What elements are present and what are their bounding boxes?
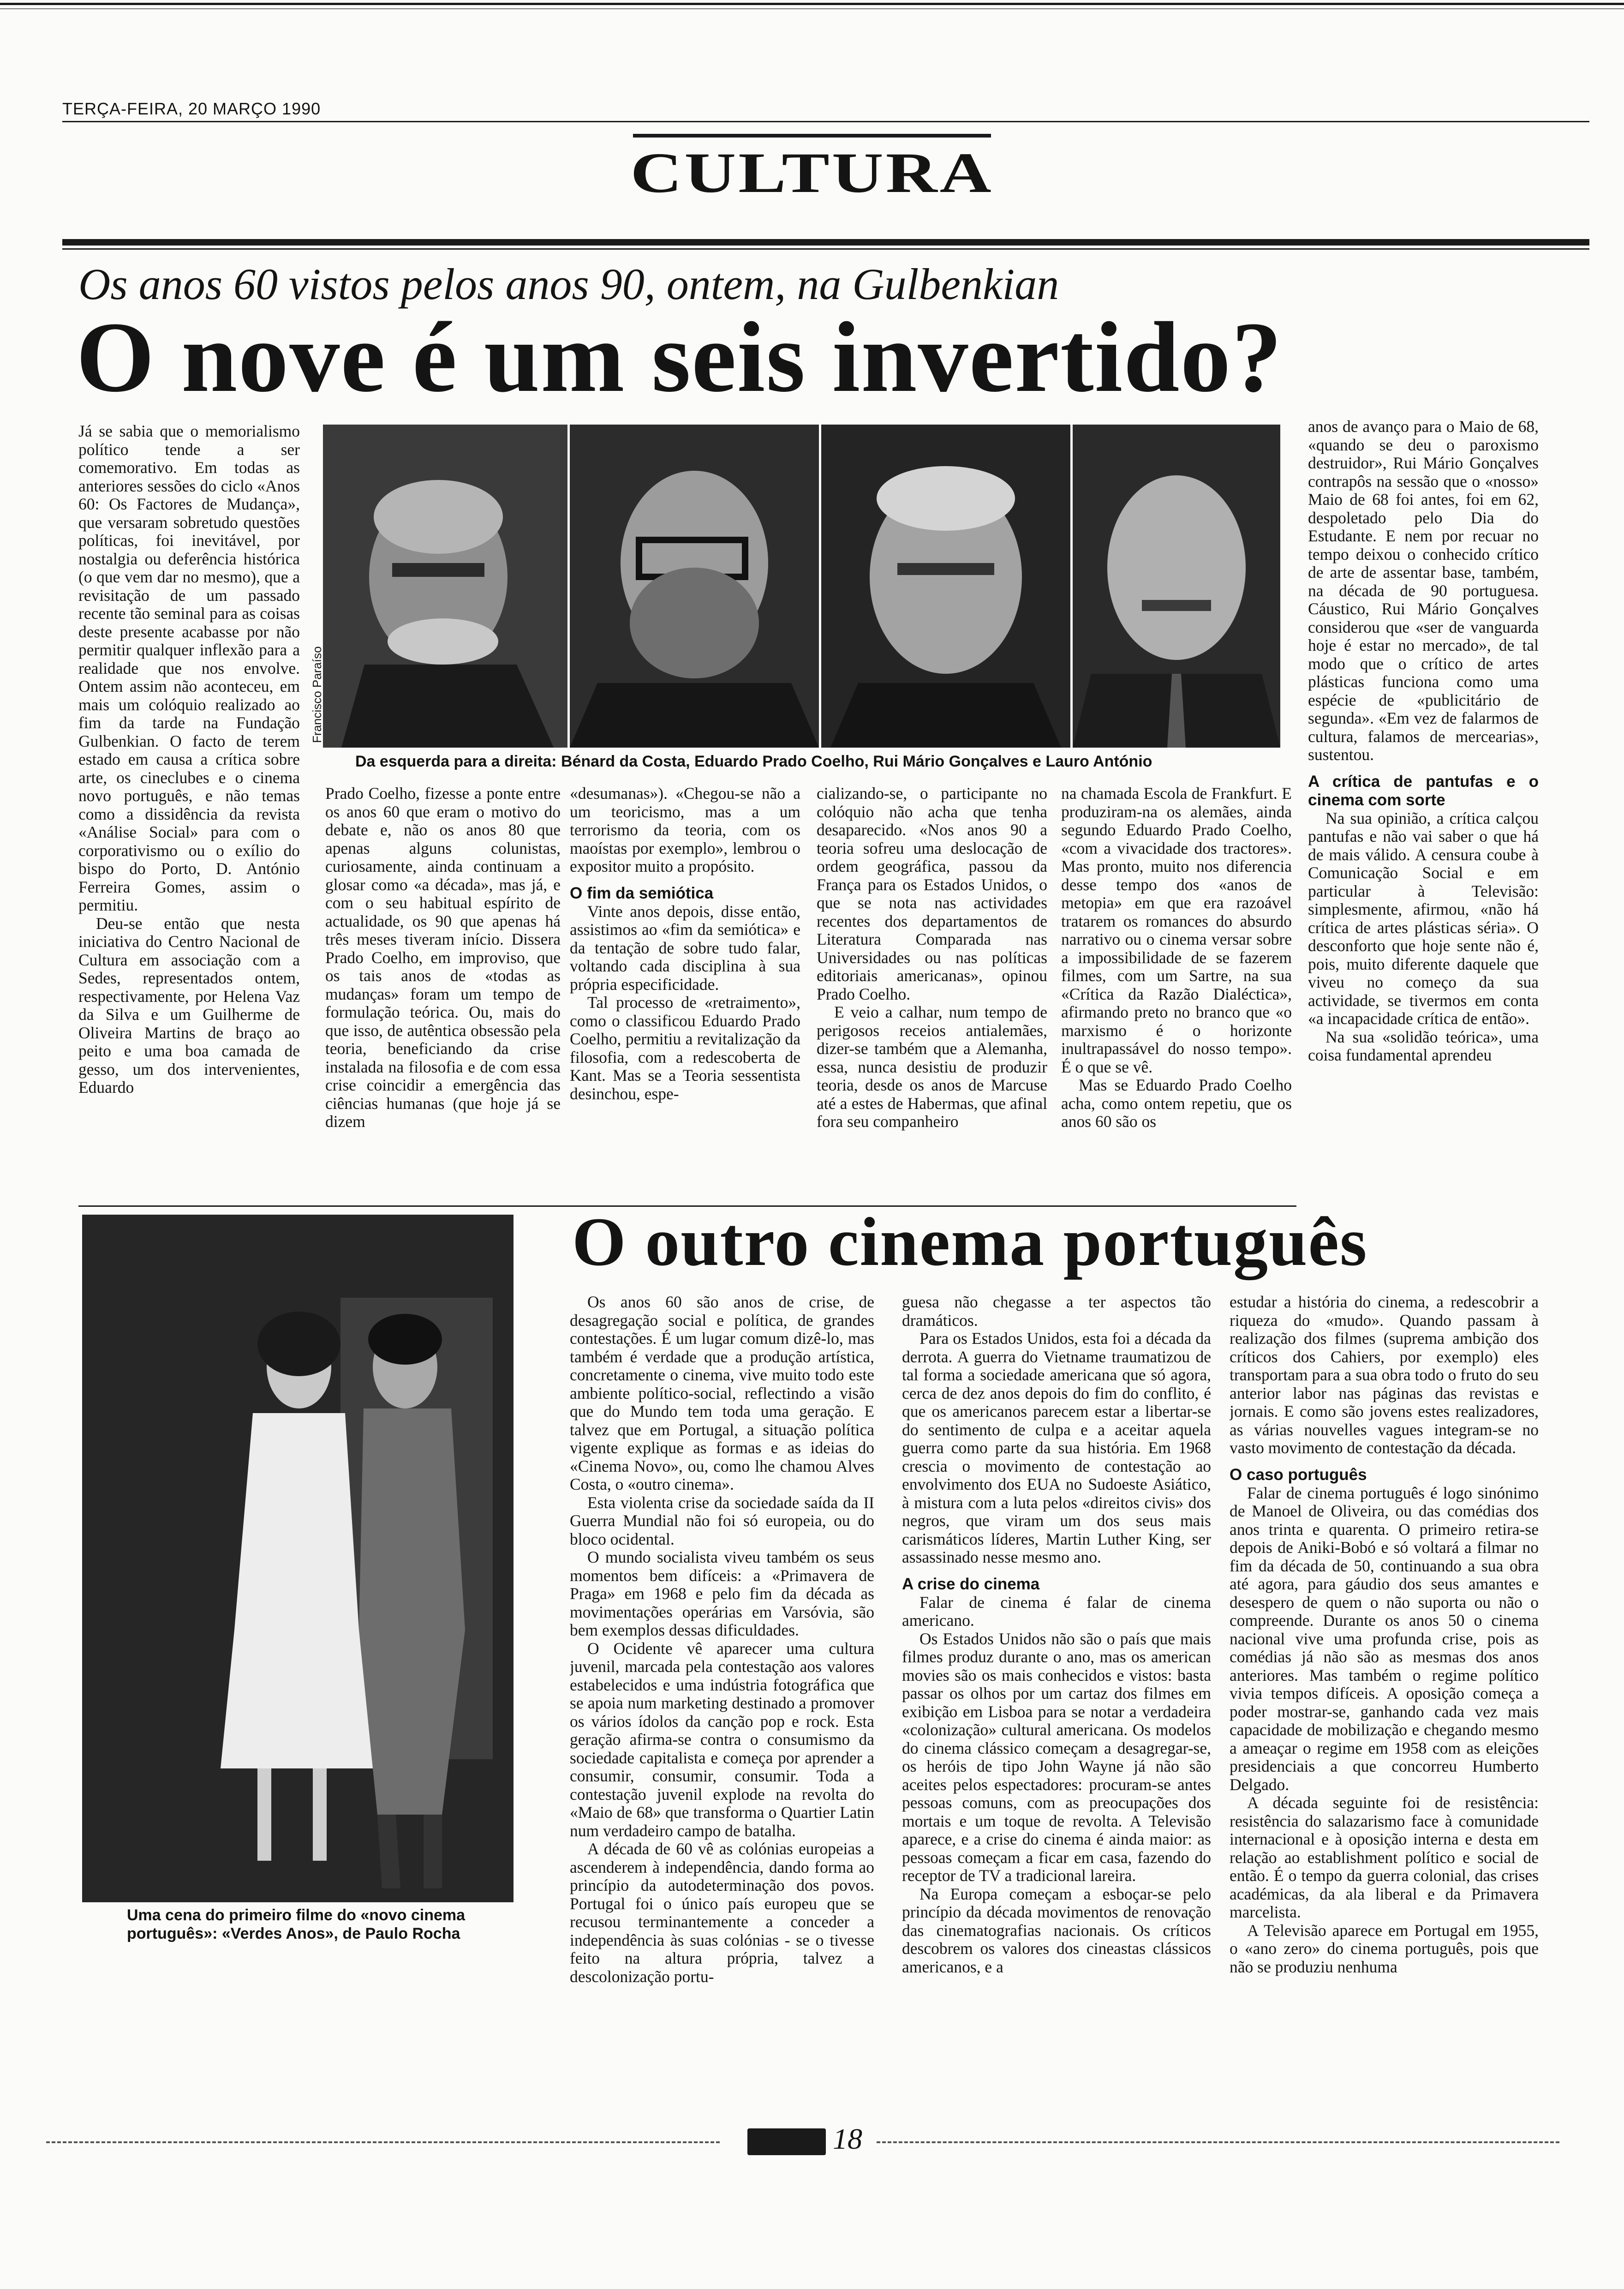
- section-rule-top: [633, 134, 991, 138]
- paragraph: Os Estados Unidos não são o país que mais filmes produz durante o ano, mas os american movies são os mais conhecidos e vistos: basta passar os olhos por um cartaz dos filmes em exibição em Lisboa para se notar a verdadeira «colonização» cultural americana. Os modelos do cinema clássico começam a desagregar-se, os heróis de tipo John Wayne já não são aceites pelos espectadores: procuram-se antes pessoas comuns, com as preocupações dos mortais e um toque de revolta. A Televisão aparece, e a crise do cinema é ainda maior: as pessoas começam a ficar em casa, fazendo do receptor de TV a tradicional lareira.: [902, 1629, 1211, 1885]
- article2-column-1: [570, 1293, 874, 2013]
- footer-dashed-rule-left: [46, 2141, 720, 2143]
- paragraph: cializando-se, o participante no colóquio não acha que tenha desaparecido. «Nos anos 90 a teoria sofreu uma deslocação de ordem geográfica, passou da França para os Estados Unidos, o que se nota nas actividades recentes dos departamentos de Literatura Comparada nas Universidades ou nas políticas editoriais americanas», opinou Prado Coelho.: [817, 785, 1047, 1003]
- paragraph: Mas se Eduardo Prado Coelho acha, como ontem repetiu, que os anos 60 são os: [1061, 1076, 1292, 1131]
- date-rule: [62, 121, 1589, 122]
- paragraph: Já se sabia que o memorialismo político tende a ser comemorativo. Em todas as anteriores sessões do ciclo «Anos 60: Os Factores de Mudança», que versaram sobretudo questões políticas, foi inevitável, por nostalgia ou deferência histórica (o que vem dar no mesmo), que a revisitação de um passado recente tão seminal para as coisas deste presente acabasse por não permitir qualquer inflexão para a realidade que nos envolve. Ontem assim não aconteceu, em mais um colóquio realizado ao fim da tarde na Fundação Gulbenkian. O facto de terem estado em causa a crítica sobre arte, os cineclubes e o cinema novo português, e não temas como a dissidência da revista «Análise Social» para com o corporativismo ou o exílio do bispo do Porto, D. António Ferreira Gomes, assim o permitiu.: [78, 422, 300, 914]
- paragraph: Tal processo de «retraimento», como o classificou Eduardo Prado Coelho, permitiu a revitalização da filosofia, com a redescoberta de Kant. Mas se a Teoria sessentista desinchou, espe-: [570, 993, 800, 1103]
- paragraph: A Televisão aparece em Portugal em 1955, o «ano zero» do cinema português, pois que não se produziu nenhuma: [1230, 1921, 1539, 1976]
- subheading: O caso português: [1230, 1465, 1367, 1484]
- portrait-photo-benard-da-costa: [323, 425, 567, 748]
- article2-column-2: [902, 1293, 1211, 2013]
- paragraph: Na sua «solidão teórica», uma coisa fundamental aprendeu: [1308, 1027, 1539, 1064]
- paragraph: Falar de cinema é falar de cinema americano.: [902, 1593, 1211, 1630]
- photo-credit: Francisco Paraíso: [310, 646, 324, 743]
- article-column-6: [1308, 418, 1539, 1221]
- paragraph: «desumanas»). «Chegou-se não a um teoricismo, mas a um terrorismo da teoria, com os maoístas por exemplo», lembrou o expositor muito a propósito.: [570, 785, 800, 875]
- footer-dashed-rule-right: [877, 2141, 1559, 2143]
- article2-column-3: [1230, 1293, 1539, 2013]
- portrait-photo-lauro-antonio: [1073, 425, 1280, 748]
- article-column-4: [817, 785, 1047, 1200]
- portrait-photo-rui-mario-goncalves: [821, 425, 1070, 748]
- top-edge-rule-thin: [0, 8, 1624, 9]
- paragraph: Os anos 60 são anos de crise, de desagregação social e política, de grandes contestações. É um lugar comum dizê-lo, mas também é verdade que a produção artística, concretamente o cinema, vive muito todo este ambiente político-social, reflectindo a visão que do Mundo tem toda uma geração. E talvez que em Portugal, a situação política vigente explique as formas e as ideias do «Cinema Novo», ou, como lhe chamou Alves Costa, o «outro cinema».: [570, 1293, 874, 1493]
- film-still-verdes-anos: [82, 1215, 513, 1902]
- paragraph: guesa não chegasse a ter aspectos tão dramáticos.: [902, 1293, 1211, 1330]
- paragraph: Esta violenta crise da sociedade saída da II Guerra Mundial não foi só europeia, ou do bloco ocidental.: [570, 1493, 874, 1548]
- paragraph: Na sua opinião, a crítica calçou pantufas e não vai saber o que há de mais válido. A censura coube à Comunicação Social e em particular à Televisão: simplesmente, afirmou, «não há crítica de artes plásticas séria». O desconforto que hoje sente não é, pois, muito diferente daquele que viveu no começo da sua actividade, se tivermos em conta «a incapacidade crítica de então».: [1308, 809, 1539, 1028]
- article-column-5: [1061, 785, 1292, 1200]
- paragraph: na chamada Escola de Frankfurt. E produziram-na os alemães, ainda segundo Eduardo Prado Coelho, «com a vivacidade dos tractores». Mas pronto, muito nos diferencia desse tempo dos «anos de metopia» em que era razoável tratarem os romances do absurdo narrativo ou o cinema versar sobre a impossibilidade de se fazerem filmes, com um Sartre, na sua «Crítica da Razão Dialéctica», afirmando preto no branco que «o marxismo é o horizonte inultrapassável do nosso tempo». É o que se vê.: [1061, 785, 1292, 1076]
- top-edge-rule: [0, 3, 1624, 5]
- subheading: A crítica de pantufas e o cinema com sorte: [1308, 772, 1539, 809]
- paragraph: Para os Estados Unidos, esta foi a década da derrota. A guerra do Vietname traumatizou de tal forma a sociedade americana que só agora, cerca de dez anos depois do fim do conflito, é que os americanos parecem estar a libertar-se do sentimento de culpa e a aceitar aquela guerra como parte da sua história. Em 1968 crescia o movimento de contestação ao envolvimento dos EUA no Sudoeste Asiático, à mistura com a luta pelos «direitos civis» dos negros, que viram um dos seus mais carismáticos líderes, Martin Luther King, ser assassinado nesse mesmo ano.: [902, 1329, 1211, 1566]
- portrait-photo-eduardo-prado-coelho: [570, 425, 819, 748]
- article-column-3: [570, 785, 800, 1200]
- paragraph: E veio a calhar, num tempo de perigosos receios antialemães, dizer-se também que a Alemanha, essa, nunca desistiu de produzir teoria, desde os anos de Marcuse até a estes de Habermas, que afinal fora seu companheiro: [817, 1003, 1047, 1131]
- paragraph: O mundo socialista viveu também os seus momentos bem difíceis: a «Primavera de Praga» em 1968 e pelo fim da década as movimentações operárias em Varsóvia, são bem exemplos dessas dificuldades.: [570, 1548, 874, 1639]
- paragraph: Prado Coelho, fizesse a ponte entre os anos 60 que eram o motivo do debate e, não os anos 80 que apenas alguns colunistas, curiosamente, ainda continuam a glosar como «a década», mas já, e com o seu habitual espírito de actualidade, os 90 que apenas há três meses tiveram início. Dissera Prado Coelho, em improviso, que os tais anos de «todas as mudanças» foram um tempo de formulação teórica. Ou, mais do que isso, de autêntica obsessão pela teoria, beneficiando da crise instalada na filosofia e de com essa crise coincidir a emergência das ciências humanas (que hoje já se dizem: [325, 785, 561, 1131]
- film-still-caption: Uma cena do primeiro filme do «novo cinema português»: «Verdes Anos», de Paulo Rocha: [127, 1906, 466, 1942]
- section-title: CULTURA: [630, 141, 994, 204]
- paragraph: anos de avanço para o Maio de 68, «quando se deu o paroxismo destruidor», Rui Mário Gonçalves contrapôs na sessão que o «nosso» Maio de 68 foi antes, foi em 62, despoletado pelo Dia do Estudante. E nem por recuar no tempo deixou o conhecido crítico de arte de assentar base, também, na década de 90 portuguesa. Cáustico, Rui Mário Gonçalves considerou que «ser de vanguarda hoje é estar no mercado», de tal modo que o crítico de artes plásticas funciona como uma espécie de «publicitário de segunda». «Em vez de falarmos de cultura, falamos de mercearias», sustentou.: [1308, 418, 1539, 764]
- article-column-1: [78, 422, 300, 1198]
- subheading: O fim da semiótica: [570, 884, 714, 902]
- article-kicker: Os anos 60 vistos pelos anos 90, ontem, na Gulbenkian: [78, 259, 1059, 309]
- article-top-rule: [62, 239, 1589, 246]
- subheading: A crise do cinema: [902, 1575, 1040, 1593]
- article2-headline: O outro cinema português: [572, 1204, 1368, 1280]
- article-headline: O nove é um seis invertido?: [76, 302, 1283, 413]
- paragraph: Vinte anos depois, disse então, assistimos ao «fim da semiótica» e da tentação de sobre tudo falar, voltando cada disciplina à sua própria especificidade.: [570, 902, 800, 994]
- paragraph: Na Europa começam a esboçar-se pelo princípio da década movimentos de renovação das cinematografias nacionais. Os críticos descobrem os valores dos cineastas clássicos americanos, e a: [902, 1884, 1211, 1976]
- publisher-logo: [747, 2128, 826, 2155]
- paragraph: A década seguinte foi de resistência: resistência do salazarismo face à comunidade internacional e à oposição interna e desta em relação ao establishment político e social de então. É o tempo da guerra colonial, das crises académicas, da ala liberal e da Primavera marcelista.: [1230, 1793, 1539, 1921]
- paragraph: Deu-se então que nesta iniciativa do Centro Nacional de Cultura em associação com a Sedes, representados ontem, respectivamente, por Helena Vaz da Silva e um Guilherme de Oliveira Martins de braço ao peito e uma boa camada de gesso, um dos intervenientes, Eduardo: [78, 914, 300, 1097]
- photo-caption: Da esquerda para a direita: Bénard da Costa, Eduardo Prado Coelho, Rui Mário Gonçalves e Lauro António: [355, 753, 1152, 770]
- paragraph: estudar a história do cinema, a redescobrir a riqueza do «mudo». Quando passam à realização dos filmes (suprema ambição dos críticos dos Cahiers, por exemplo) eles transportam para a sua obra todo o fruto do seu anterior labor nas páginas das revistas e jornais. E como são jovens estes realizadores, as várias nouvelles vagues integram-se no vasto movimento de contestação da década.: [1230, 1293, 1539, 1457]
- article-top-rule-thin: [62, 248, 1589, 250]
- date-line: TERÇA-FEIRA, 20 MARÇO 1990: [62, 99, 321, 118]
- paragraph: Falar de cinema português é logo sinónimo de Manoel de Oliveira, ou das comédias dos anos trinta e quarenta. O primeiro retira-se depois de Aniki-Bobó e só voltará a filmar no fim da década de 50, continuando a sua obra até agora, para gáudio dos seus amantes e desespero de quem o não suporta ou não o compreende. Durante os anos 50 o cinema nacional vive uma profunda crise, pois as comédias já não são as mesmas dos anos anteriores. Mas também o regime político vivia tempos difíceis. A oposição começa a poder mostrar-se, ganhando cada vez mais capacidade de mobilização e chegando mesmo a ameaçar o regime em 1958 com as eleições presidenciais a que concorreu Humberto Delgado.: [1230, 1483, 1539, 1794]
- page-number: 18: [833, 2122, 862, 2155]
- article-column-2: [325, 785, 561, 1200]
- paragraph: A década de 60 vê as colónias europeias a ascenderem à independência, dando forma ao princípio da autodeterminação dos povos. Portugal foi o único país europeu que se recusou terminantemente a conceder a independência às suas colónias - se o tivesse feito na altura própria, talvez a descolonização portu-: [570, 1840, 874, 1986]
- paragraph: O Ocidente vê aparecer uma cultura juvenil, marcada pela contestação aos valores estabelecidos e uma indústria fotográfica que se apoia num marketing destinado a promover os vários ídolos da canção pop e rock. Esta geração afirma-se contra o consumismo da sociedade capitalista e começa por aprender a consumir, consumir, consumir. Toda a contestação juvenil explode na revolta do «Maio de 68» que transforma o Quartier Latin num verdadeiro campo de batalha.: [570, 1639, 874, 1840]
